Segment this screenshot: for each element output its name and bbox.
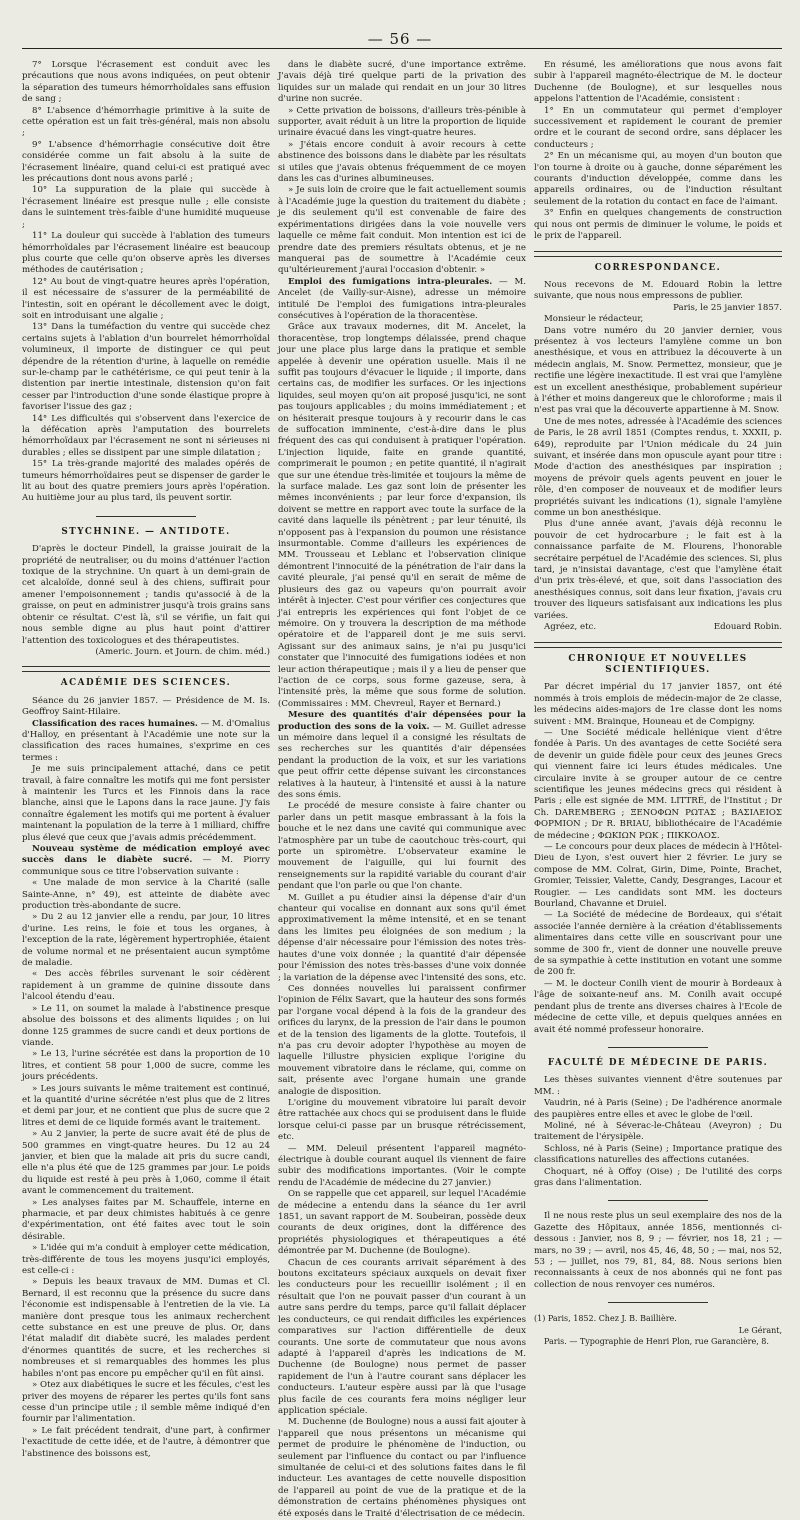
- separator: [534, 1297, 782, 1307]
- conclusion-item: 15° La très-grande majorité des malades opérés de tumeurs hémorrhoïdaires peut se dispenser de garder le lit au bout des quatre premiers jours après l'opération. Au huitième jour au plus tard, ils peuvent sortir.: [22, 459, 270, 504]
- conclusion-item: 11° La douleur qui succède à l'ablation des tumeurs hémorrhoïdales par l'écrasement linéaire est beaucoup plus courte que celle qu'on observe après les diverses méthodes de cautérisation ;: [22, 231, 270, 276]
- voice-paragraph: Le procédé de mesure consiste à faire chanter ou parler dans un petit masque embrassant à la fois la bouche et le nez dans une cavité qui communique avec l'atmosphère par un tube de caoutchouc très-court, qui porte un spiromètre. L'observateur examine le mouvement de l'aiguille, qui lui fournit des renseignements sur la rapidité variable du courant d'air pendant que l'on parle ou que l'on chante.: [278, 801, 526, 892]
- diabete-paragraph: » Le 11, on soumet la malade à l'abstinence presque absolue des boissons et des aliments liquides ; on lui donne 125 grammes de sucre candi et deux portions de viande.: [22, 1003, 270, 1048]
- thesis-item: Vaudrin, né à Paris (Seine) ; De l'adhérence anormale des paupières entre elles et avec le globe de l'œil.: [534, 1098, 782, 1120]
- separator: [534, 1195, 782, 1205]
- diabete-paragraph: » Au 2 janvier, la perte de sucre avait été de plus de 500 grammes en vingt-quatre heures. Du 12 au 24 janvier, et bien que la malade ait pris du sucre candi, elle n'a plus été que de 125 grammes par jour. Le poids du liquide est resté à peu près à 1,060, comme il était avant le commencement du traitement.: [22, 1129, 270, 1197]
- voice-paragraph: Ces données nouvelles lui paraissent confirmer l'opinion de Félix Savart, que la hauteur des sons formés par l'organe vocal dépend à la fois de la grandeur des orifices du larynx, de la pression de l'air dans le poumon et de la tension des ligaments de la glotte. Toutefois, il n'a pas cru devoir adopter l'hypothèse au moyen de laquelle l'illustre physicien explique l'origine du mouvement vibratoire dans le réclame, qui, comme on sait, présente avec l'organe humain une grande analogie de disposition.: [278, 983, 526, 1097]
- letter-salutation: Monsieur le rédacteur,: [544, 314, 644, 325]
- strychnine-source: (Americ. Journ. et Journ. de chim. méd.): [95, 646, 270, 657]
- diabete-paragraph: » Du 2 au 12 janvier elle a rendu, par jour, 10 litres d'urine. Les reins, le foie et tous les organes, à l'exception de la rate, légèrement hypertrophiée, étaient de volume normal et ne présentaient aucun symptôme de maladie.: [22, 912, 270, 969]
- chronicle-paragraph: — La Société de médecine de Bordeaux, qui s'était associée l'année dernière à la création d'établissements alimentaires dans cette ville en souscrivant pour une somme de 300 fr., vient de donner une nouvelle preuve de sa sympathie à cette institution en votant une somme de 200 fr.: [534, 910, 782, 978]
- strychnine-text: D'après le docteur Pindell, la graisse jouirait de la propriété de neutraliser, ou du moins d'atténuer l'action toxique de la strychnine. Un quart à un demi-grain de cet alcaloïde, donné seul à des chiens, suffirait pour amener l'empoisonnement ; tandis qu'associé à de la graisse, on peut en administrer jusqu'à trois grains sans obtenir ce résultat. C'est là, s'il se vérifie, un fait qui nous semble digne au plus haut point d'attirer l'attention des toxicologues et des thérapeutistes.: [22, 544, 270, 646]
- top-rule: [22, 48, 782, 49]
- letter-signature: Edouard Robin.: [713, 622, 782, 633]
- conclusion-item: 10° La suppuration de la plaie qui succède à l'écrasement linéaire est presque nulle ; elle consiste dans le suintement très-faible d'une humidité muqueuse ;: [22, 185, 270, 230]
- academy-heading: ACADÉMIE DES SCIENCES.: [60, 678, 232, 689]
- voice-paragraph: L'origine du mouvement vibratoire lui paraît devoir être rattachée aux chocs qui se produisent dans le fluide lorsque celui-ci passe par un brusque rétrécissement, etc.: [278, 1097, 526, 1143]
- chronicle-heading: CHRONIQUE ET NOUVELLES SCIENTIFIQUES.: [568, 653, 748, 675]
- diabete-paragraph: « Des accès fébriles survenant le soir cédèrent rapidement à un gramme de quinine dissoute dans l'alcool étendu d'eau.: [22, 969, 270, 1003]
- faculty-heading: FACULTÉ DE MÉDECINE DE PARIS.: [547, 1057, 769, 1068]
- voice-lead: Mesure des quantités d'air dépensées pour la production des sons de la voix.: [278, 710, 526, 732]
- classification-lead: Classification des races humaines.: [32, 718, 198, 729]
- chronicle-paragraph: Par décret impérial du 17 janvier 1857, ont été nommés à trois emplois de médecin-major de 2e classe, les médecins aides-majors de 1re classe dont les noms suivent : MM. Brainque, Houneau et de Compigny.: [534, 682, 782, 727]
- chronicle-paragraph: — M. le docteur Conilh vient de mourir à Bordeaux à l'âge de soixante-neuf ans. M. Conilh avait occupé pendant plus de trente ans diverses chaires à l'Ecole de médecine de cette ville, et depuis quelques années en avait été nommé professeur honoraire.: [534, 978, 782, 1035]
- separator: [534, 1042, 782, 1052]
- academy-session: Séance du 26 janvier 1857. — Présidence de M. Is. Geoffroy Saint-Hilaire.: [22, 695, 270, 718]
- duchenne-paragraph: Chacun de ces courants arrivait séparément à des boutons excitateurs spéciaux auxquels on devait fixer les conducteurs pour les recueillir isolément ; il en résultait que l'on ne pouvait passer d'un courant à un autre sans perdre du temps, parce qu'il fallait déplacer les conducteurs, ce qui rendait difficiles les expériences comparatives sur l'action différentielle de deux courants. Une sorte de commutateur que nous avons adapté à l'appareil d'après les indications de M. Duchenne (de Boulogne) nous permet de passer rapidement de l'un à l'autre courant sans déplacer les conducteurs. L'auteur espère aussi par là que l'usage plus facile de ces courants fera moins négliger leur application spéciale.: [278, 1257, 526, 1416]
- resume-intro: En résumé, les améliorations que nous avons fait subir à l'appareil magnéto-électrique de M. le docteur Duchenne (de Boulogne), et sur lesquelles nous appelons l'attention de l'Académie, consistent :: [534, 60, 782, 105]
- diabete-paragraph: » Depuis les beaux travaux de MM. Dumas et Cl. Bernard, il est reconnu que la présence du sucre dans l'économie est indispensable à l'entretien de la vie. La manière dont presque tous les animaux recherchent cette substance en est une preuve de plus. Or, dans l'état maladif dit diabète sucré, les malades perdent d'énormes quantités de sucre, et les recherches si nombreuses et si remarquables des hommes les plus habiles n'ont pas encore pu empêcher qu'il en fût ainsi.: [22, 1277, 270, 1379]
- thesis-item: Choquart, né à Offoy (Oise) ; De l'utilité des corps gras dans l'alimentation.: [534, 1166, 782, 1188]
- duchenne-paragraph: On se rappelle que cet appareil, sur lequel l'Académie de médecine a entendu dans la séance du 1er avril 1851, un savant rapport de M. Soubeiran, possède deux courants de deux origines, dont la différence des propriétés physiologiques et thérapeutiques a été démontrée par M. Duchenne (de Boulogne).: [278, 1189, 526, 1257]
- duchenne-paragraph: — MM. Deleuil présentent l'appareil magnéto-électrique à double courant auquel ils viennent de faire subir des modifications importantes. (Voir le compte rendu de l'Académie de médecine du 27 janvier.): [278, 1143, 526, 1188]
- notice-paragraph: Il ne nous reste plus un seul exemplaire des nos de la Gazette des Hôpitaux, année 1856, mentionnés ci-dessous : Janvier, nos 8, 9 ; — février, nos 18, 21 ; — mars, no 39 ; — avril, nos 45, 46, 48, 50 ; — mai, nos 52, 53 ; — juillet, nos 79, 81, 84, 88. Nous serions bien reconnaissants à ceux de nos abonnés qui ne font pas collection de nous renvoyer ces numéros.: [534, 1211, 782, 1290]
- resume-item: 2° En un mécanisme qui, au moyen d'un bouton que l'on tourne à droite ou à gauche, donne séparément les courants d'induction développée, comme dans les appareils ordinaires, ou de l'induction résultant seulement de la rotation du contact en face de l'aimant.: [534, 151, 782, 207]
- diabete-continued: » Je suis loin de croire que le fait actuellement soumis à l'Académie juge la question du traitement du diabète ; je dis seulement qu'il est convenable de faire des expérimentations dirigées dans la voie nouvelle vers laquelle ce même fait conduit. Mon intention est ici de prendre date des premiers résultats obtenus, et je ne manquerai pas de soumettre à l'Académie ceux qu'ultérieurement j'aurai l'occasion d'obtenir. »: [278, 185, 526, 276]
- page-number: — 56 —: [367, 30, 433, 48]
- fumigation-text: — M. Ancelet (de Vailly-sur-Aisne), adresse un mémoire intitulé De l'emploi des fumigations intra-pleurales consécutives à l'opération de la thoracentèse.: [278, 276, 526, 321]
- conclusion-item: 12° Au bout de vingt-quatre heures après l'opération, il est nécessaire de s'assurer de la perméabilité de l'intestin, soit en opérant le décollement avec le doigt, soit en introduisant une algalie ;: [22, 276, 270, 321]
- gerant-label: Le Gérant,: [738, 1325, 782, 1335]
- column-right: [534, 60, 782, 1347]
- diabete-lead: Nouveau système de médication employé avec succès dans le diabète sucré.: [22, 844, 270, 866]
- letter-paragraph: Plus d'une année avant, j'avais déjà reconnu le pouvoir de cet hydrocarbure ; le fait est à la connaissance parfaite de M. Flourens, l'honorable secrétaire perpétuel de l'Académie des sciences. Si, plus tard, je n'insistai davantage, c'est que l'amylène était d'un prix très-élevé, et que, soit dans l'association des anesthésiques connus, soit dans leur fixation, j'avais cru trouver des liqueurs satisfaisant aux indications les plus variées.: [534, 519, 782, 621]
- diabete-paragraph: » Otez aux diabétiques le sucre et les fécules, c'est les priver des moyens de réparer les pertes qu'ils font sans cesse d'un principe utile ; il semble même indiqué d'en fournir par l'alimentation.: [22, 1380, 270, 1425]
- conclusion-item: 9° L'absence d'hémorrhagie consécutive doit être considérée comme un fait absolu à la suite de l'écrasement linéaire, quand celui-ci est pratiqué avec les précautions dont nous avons parlé ;: [22, 139, 270, 185]
- double-rule: [22, 666, 270, 672]
- double-rule: [534, 251, 782, 257]
- diabete-continued: dans le diabète sucré, d'une importance extrême. J'avais déjà tiré quelque parti de la privation des liquides sur un malade qui rendait en un jour 30 litres d'urine non sucrée.: [278, 60, 526, 105]
- separator: [22, 511, 270, 521]
- correspondence-intro: Nous recevons de M. Edouard Robin la lettre suivante, que nous nous empressons de publier.: [534, 279, 782, 302]
- classification-text: — M. d'Omalius d'Halloy, en présentant à l'Académie une note sur la classification des races humaines, s'exprime en ces termes :: [22, 718, 270, 763]
- fumigation-body: Grâce aux travaux modernes, dit M. Ancelet, la thoracentèse, trop longtemps délaissée, prend chaque jour une place plus large dans la pratique et semble appelée à devenir une opération usuelle. Mais il ne suffit pas toujours d'évacuer le liquide ; il importe, dans certains cas, de modifier les surfaces. Or les injections liquides, seul moyen qu'on ait proposé jusqu'ici, ne sont pas toujours applicables ; du moins immédiatement ; et on hésiterait presque toujours à y recourir dans le cas de suffocation imminente, c'est-à-dire dans le plus fréquent des cas qui conduisent à pratiquer l'opération. L'injection liquide, faite en grande quantité, comprimerait le poumon ; en petite quantité, il n'agirait que sur une étendue très-limitée et toujours la même de la surface malade. Les gaz sont loin de présenter les mêmes inconvénients ; par leur force d'expansion, ils doivent se mettre en rapport avec toute la surface de la cavité dans laquelle ils pénètrent ; par leur ténuité, ils n'opposent pas à l'expansion du poumon une résistance insurmontable. Comme d'ailleurs les expériences de MM. Trousseau et Leblanc et l'observation clinique démontrent l'innocuité de la pénétration de l'air dans la cavité pleurale, j'ai pensé qu'il en serait de même de plusieurs des gaz ou vapeurs qu'on pourrait avoir intérêt à injecter. C'est pour vérifier ces conjectures que j'ai entrepris les expériences qui font l'objet de ce mémoire. On y trouvera la description de ma méthode opératoire et de l'appareil dont je me suis servi. Agissant sur des animaux sains, je n'ai pu jusqu'ici constater que l'innocuité des fumigations iodées et non leur action thérapeutique ; mais il y a lieu de penser que l'action de ce corps, sous forme gazeuse, sera, à l'intensité près, la même que sous forme de solution. (Commissaires : MM. Chevreul, Rayer et Bernard.): [278, 322, 526, 709]
- voice-text: — M. Guillet adresse un mémoire dans lequel il a consigné les résultats de ses recherches sur les quantités d'air dépensées pendant la production de la voix, et sur les variations que peut offrir cette dépense suivant les circonstances relatives à la hauteur, à l'intensité et aussi à la nature des sons émis.: [278, 721, 526, 800]
- diabete-paragraph: » Le 13, l'urine sécrétée est dans la proportion de 10 litres, et contient 58 pour 1,000 de sucre, comme les jours précédents.: [22, 1049, 270, 1083]
- letter-date: Paris, le 25 janvier 1857.: [673, 302, 782, 313]
- diabete-text: — M. Piorry communique sous ce titre l'observation suivante :: [22, 855, 270, 877]
- resume-item: 1° En un commutateur qui permet d'employer successivement et rapidement le courant de premier ordre et le courant de second ordre, sans déplacer les conducteurs ;: [534, 105, 782, 150]
- conclusion-item: 13° Dans la tuméfaction du ventre qui succède chez certains sujets à l'ablation d'un bourrelet hémorrhoïdal volumineux, il importe de distinguer ce qui peut dépendre de la rétention d'urine, à laquelle on remédie sur-le-champ par le cathétérisme, ce qui peut tenir à la distention par inertie intestinale, distension qu'on fait cesser par l'introduction d'une sonde élastique propre à favoriser l'issue des gaz ;: [22, 322, 270, 413]
- correspondence-heading: CORRESPONDANCE.: [594, 262, 722, 273]
- chronicle-paragraph: — Le concours pour deux places de médecin à l'Hôtel-Dieu de Lyon, s'est ouvert hier 2 février. Le jury se compose de MM. Colrat, Girin, Dime, Pointe, Brachet, Gromier, Teissier, Valette, Candy, Desgranges, Lacour et Rougier. — Les candidats sont MM. les docteurs Bourland, Chavanne et Druiel.: [534, 842, 782, 910]
- diabete-paragraph: » Les analyses faites par M. Schauffele, interne en pharmacie, et par deux chimistes habitués à ce genre d'expérimentation, ont été faites avec tout le soin désirable.: [22, 1197, 270, 1242]
- classification-quote: Je me suis principalement attaché, dans ce petit travail, à faire connaître les motifs qui me font persister à maintenir les Turcs et les Finnois dans la race blanche, ainsi que le Lapons dans la race jaune. J'y fais connaître également les motifs qui me portent à évaluer maintenant la population de la terre à 1 milliard, chiffre plus élevé que ceux que j'avais admis précédemment.: [22, 764, 270, 843]
- conclusion-item: 8° L'absence d'hémorrhagie primitive à la suite de cette opération est un fait très-général, mais non absolu ;: [22, 105, 270, 139]
- letter-paragraph: Dans votre numéro du 20 janvier dernier, vous présentez à vos lecteurs l'amylène comme un bon anesthésique, et vous en attribuez la découverte à un médecin anglais, M. Snow. Permettez, monsieur, que je rectifie une légère inexactitude. Il est vrai que l'amylène est un excellent anesthésique, probablement supérieur à l'éther et moins dangereux que le chloroforme ; mais il n'est pas vrai que la découverte appartienne à M. Snow.: [534, 325, 782, 416]
- column-left: [22, 60, 270, 1459]
- column-middle: [278, 60, 527, 1519]
- footnote: (1) Paris, 1852. Chez J. B. Baillière.: [534, 1314, 677, 1324]
- fumigation-lead: Emploi des fumigations intra-pleurales.: [288, 276, 493, 287]
- diabete-paragraph: » L'idée qui m'a conduit à employer cette médication, très-différente de tous les moyens jusqu'ici employés, est celle-ci :: [22, 1243, 270, 1277]
- resume-item: 3° Enfin en quelques changements de construction qui nous ont permis de diminuer le volume, le poids et le prix de l'appareil.: [534, 208, 782, 242]
- duchenne-paragraph: M. Duchenne (de Boulogne) nous a aussi fait ajouter à l'appareil que nous présentons un mécanisme qui permet de produire le phénomène de l'induction, ou seulement par l'influence du contact ou par l'influence simultanée de celui-ci et des solutions faites dans le fil inducteur. Les avantages de cette nouvelle disposition de l'appareil au point de vue de la pratique et de la démonstration de certains phénomènes physiques ont été exposés dans le Traité d'électrisation de ce médecin.: [278, 1417, 526, 1519]
- diabete-continued: » Cette privation de boissons, d'ailleurs très-pénible à supporter, avait réduit à un litre la proportion de liquide urinaire évacué dans les vingt-quatre heures.: [278, 105, 526, 139]
- conclusion-item: 14° Les difficultés qui s'observent dans l'exercice de la défécation après l'amputation des bourrelets hémorrhoïdaux par l'écrasement ne sont ni sérieuses ni durables ; elles se dissipent par une simple dilatation ;: [22, 413, 270, 458]
- letter-close: Agréez, etc.: [544, 622, 597, 633]
- voice-paragraph: M. Guillet a pu étudier ainsi la dépense d'air d'un chanteur qui vocalise en donnant aux sons qu'il émet approximativement la même intensité, et en se tenant dans les limites peu éloignées de son medium ; la dépense d'air nécessaire pour l'émission des notes très-hautes d'une voix donnée ; la quantité d'air dépensée pour l'émission des notes très-basses d'une voix donnée ; la variation de la dépense avec l'intensité des sons, etc.: [278, 892, 527, 983]
- faculty-intro: Les thèses suivantes viennent d'être soutenues par MM. :: [534, 1075, 782, 1097]
- diabete-paragraph: « Une malade de mon service à la Charité (salle Sainte-Anne, n° 49), est atteinte de diabète avec production très-abondante de sucre.: [22, 878, 270, 912]
- chronicle-paragraph: — Une Société médicale hellénique vient d'être fondée à Paris. Un des avantages de cette Société sera de devenir un guide fidèle pour ceux des jeunes Grecs qui viennent faire ici leurs études médicales. Une circulaire invite à se grouper autour de ce centre scientifique les jeunes médecins grecs qui résident à Paris ; elle est signée de MM. LITTRÉ, de l'Institut ; Dr Ch. DAREMBERG ; ΞΕΝΟΦΩΝ ΡΩΤΑΣ ; ΒΑΣΙΛΕΙΟΣ ΦΟΡΜΙΟΝ ; Dr R. BRIAU, bibliothécaire de l'Académie de médecine ; ΦΩΚΙΩΝ ΡΩΚ ; ΠΙΚΚΟΛΟΣ.: [534, 727, 782, 841]
- thesis-item: Moliné, né à Séverac-le-Château (Aveyron) ; Du traitement de l'érysipèle.: [534, 1120, 782, 1143]
- letter-paragraph: Une de mes notes, adressée à l'Académie des sciences de Paris, le 28 avril 1851 (Comptes rendus, t. XXXII, p. 649), reproduite par l'Union médicale du 24 juin suivant, et insérée dans mon opuscule ayant pour titre : Mode d'action des anesthésiques par inspiration ; moyens de prévoir quels agents peuvent en jouer le rôle, d'en composer de nouveaux et de modifier leurs propriétés suivant les indications (1), signale l'amylène comme un bon anesthésique.: [534, 416, 782, 519]
- diabete-paragraph: » Le fait précédent tendrait, d'une part, à confirmer l'exactitude de cette idée, et de l'autre, à démontrer que l'abstinence des boissons est,: [22, 1425, 270, 1459]
- printer-line: Paris. — Typographie de Henri Plon, rue Garancière, 8.: [544, 1337, 769, 1347]
- diabete-paragraph: » Les jours suivants le même traitement est continué, et la quantité d'urine sécrétée n'est plus que de 2 litres et demi par jour, et ne contient que plus de sucre que 2 litres et demi de ce liquide formés avant le traitement.: [22, 1083, 270, 1128]
- diabete-continued: » J'étais encore conduit à avoir recours à cette abstinence des boissons dans le diabète par les résultats si utiles que j'avais obtenus fréquemment de ce moyen dans les cas d'urines albumineuses.: [278, 139, 526, 185]
- conclusion-item: 7° Lorsque l'écrasement est conduit avec les précautions que nous avons indiquées, on peut obtenir la séparation des tumeurs hémorrhoïdales sans effusion de sang ;: [22, 60, 270, 105]
- thesis-item: Schloss, né à Paris (Seine) ; Importance pratique des classifications naturelles des affections cutanées.: [534, 1143, 782, 1166]
- double-rule: [534, 642, 782, 648]
- strychnine-heading: STYCHNINE. — ANTIDOTE.: [61, 526, 231, 537]
